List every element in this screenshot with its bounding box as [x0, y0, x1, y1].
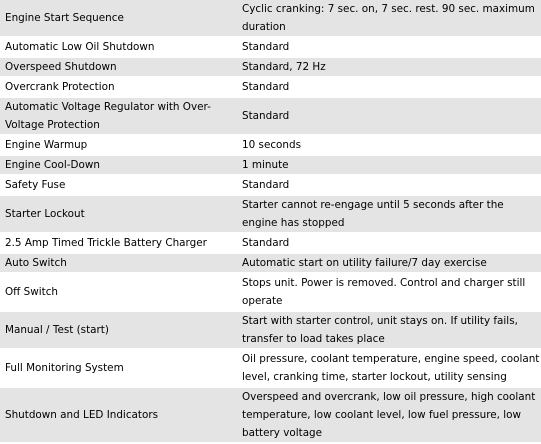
- spec-value: Standard: [237, 77, 541, 97]
- spec-row-manual-test: [0, 311, 541, 349]
- spec-label: Starter Lockout: [0, 195, 237, 233]
- spec-label: Engine Warmup: [0, 135, 237, 155]
- spec-value: 10 seconds: [237, 135, 541, 155]
- spec-row-battery-charger: [0, 233, 541, 253]
- spec-row-safety-fuse: [0, 175, 541, 195]
- spec-row-engine-cooldown: [0, 155, 541, 175]
- spec-row-shutdown-led: [0, 387, 541, 443]
- spec-row-off-switch: [0, 273, 541, 311]
- spec-value: Standard: [237, 233, 541, 253]
- spec-label: Automatic Low Oil Shutdown: [0, 37, 237, 57]
- spec-value: Oil pressure, coolant temperature, engine speed, coolant level, cranking time, starter lockout, utility sensing: [237, 349, 541, 387]
- spec-row-auto-switch: [0, 253, 541, 273]
- spec-label: 2.5 Amp Timed Trickle Battery Charger: [0, 233, 237, 253]
- spec-label: Overcrank Protection: [0, 77, 237, 97]
- spec-row-monitoring-system: [0, 349, 541, 387]
- spec-row-engine-start-sequence: [0, 0, 541, 37]
- spec-value: Stops unit. Power is removed. Control and charger still operate: [237, 273, 541, 311]
- spec-label: Manual / Test (start): [0, 311, 237, 349]
- spec-value: Standard: [237, 37, 541, 57]
- spec-label: Off Switch: [0, 273, 237, 311]
- spec-value: Standard: [237, 175, 541, 195]
- spec-label: Engine Cool-Down: [0, 155, 237, 175]
- spec-row-starter-lockout: [0, 195, 541, 233]
- spec-value: Cyclic cranking: 7 sec. on, 7 sec. rest. 90 sec. maximum duration: [237, 0, 541, 37]
- spec-row-low-oil-shutdown: [0, 37, 541, 57]
- spec-value: Standard, 72 Hz: [237, 57, 541, 77]
- spec-value: Standard: [237, 97, 541, 135]
- spec-row-overspeed-shutdown: [0, 57, 541, 77]
- spec-row-overcrank-protection: [0, 77, 541, 97]
- spec-label: Full Monitoring System: [0, 349, 237, 387]
- spec-row-engine-warmup: [0, 135, 541, 155]
- spec-label: Engine Start Sequence: [0, 0, 237, 37]
- spec-label: Automatic Voltage Regulator with Over-Voltage Protection: [0, 97, 237, 135]
- spec-value: Start with starter control, unit stays on. If utility fails, transfer to load takes place: [237, 311, 541, 349]
- spec-value: 1 minute: [237, 155, 541, 175]
- spec-label: Shutdown and LED Indicators: [0, 387, 237, 443]
- spec-row-voltage-regulator: [0, 97, 541, 135]
- spec-value: Automatic start on utility failure/7 day exercise: [237, 253, 541, 273]
- spec-value: Starter cannot re-engage until 5 seconds after the engine has stopped: [237, 195, 541, 233]
- spec-value: Overspeed and overcrank, low oil pressure, high coolant temperature, low coolant level, low fuel pressure, low battery voltage: [237, 387, 541, 443]
- spec-label: Overspeed Shutdown: [0, 57, 237, 77]
- spec-label: Safety Fuse: [0, 175, 237, 195]
- spec-label: Auto Switch: [0, 253, 237, 273]
